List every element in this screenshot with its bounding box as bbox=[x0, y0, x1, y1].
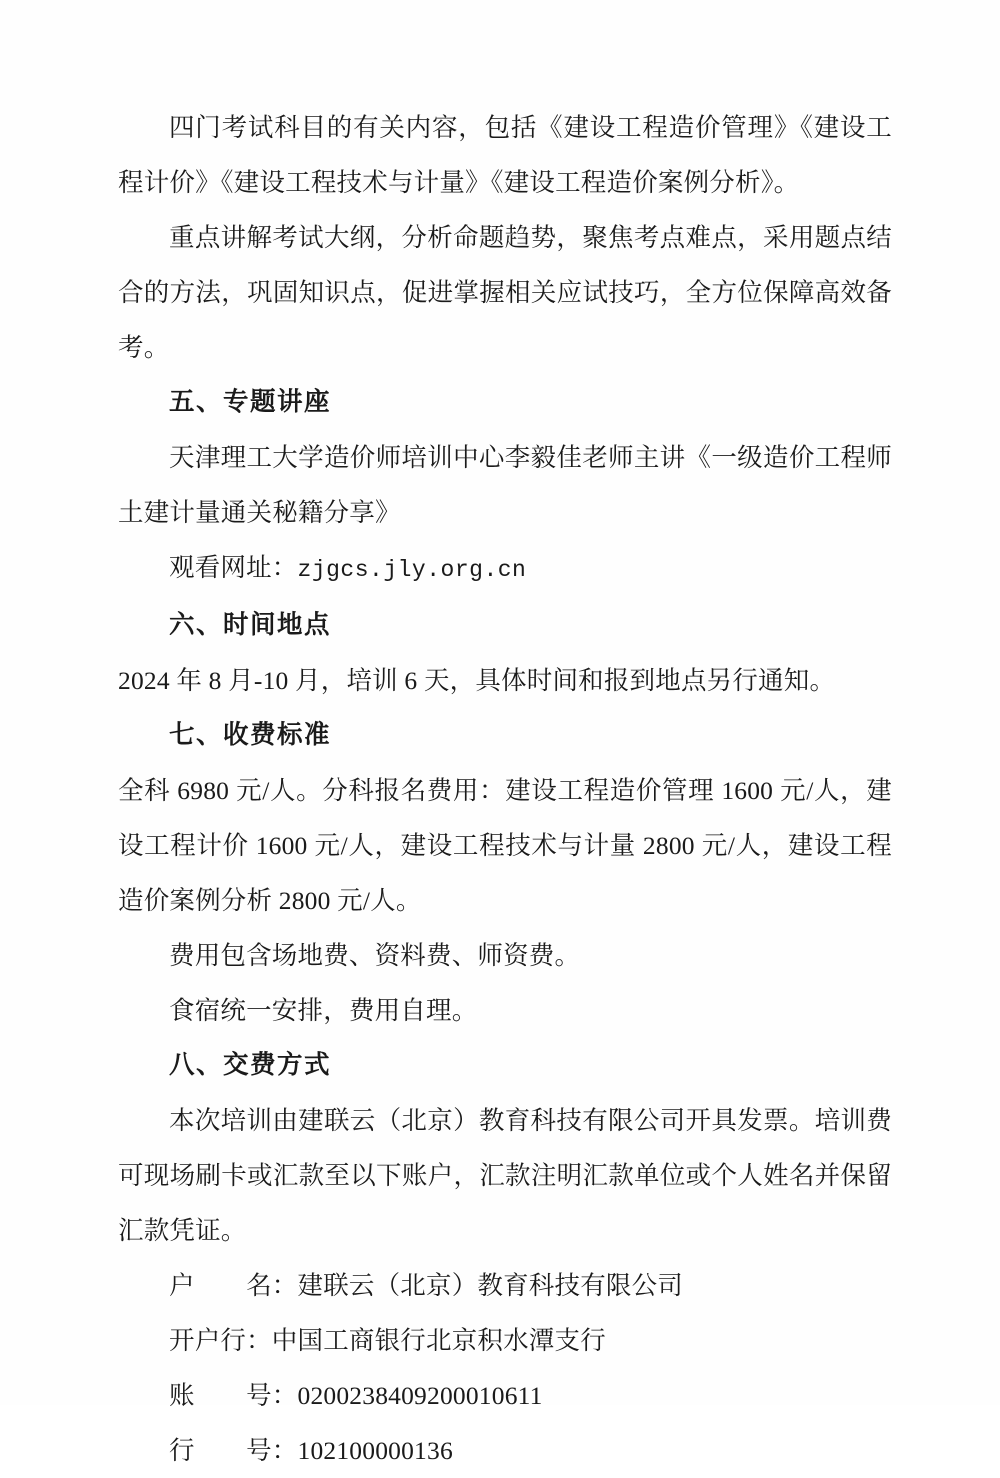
watch-url-value[interactable]: zjgcs.jly.org.cn bbox=[297, 557, 527, 583]
paragraph-exam-subjects: 四门考试科目的有关内容，包括《建设工程造价管理》《建设工程计价》《建设工程技术与计量》《建设工程造价案例分析》。 bbox=[118, 113, 892, 197]
paragraph-lodging-note: 食宿统一安排，费用自理。 bbox=[169, 996, 478, 1025]
bank-branch-line: 开户行：中国工商银行北京积水潭支行 bbox=[169, 1326, 606, 1355]
document-body bbox=[118, 100, 892, 1478]
section-heading-special-lecture: 五、专题讲座 bbox=[169, 388, 332, 416]
paragraph-fee-inclusions: 费用包含场地费、资料费、师资费。 bbox=[169, 941, 581, 970]
bank-code-line: 行 号：102100000136 bbox=[169, 1436, 453, 1465]
paragraph-teaching-focus: 重点讲解考试大纲，分析命题趋势，聚焦考点难点，采用题点结合的方法，巩固知识点，促进掌握相关应试技巧，全方位保障高效备考。 bbox=[118, 223, 892, 362]
section-heading-time-place: 六、时间地点 bbox=[169, 611, 332, 639]
watch-url-line bbox=[118, 540, 892, 598]
watch-url-label: 观看网址： bbox=[169, 553, 298, 582]
section-heading-payment-method: 八、交费方式 bbox=[169, 1051, 332, 1079]
bank-account-name-line: 户 名：建联云（北京）教育科技有限公司 bbox=[169, 1271, 684, 1300]
bank-account-number-line: 账 号：0200238409200010611 bbox=[169, 1381, 543, 1410]
paragraph-fee-breakdown: 全科 6980 元/人。分科报名费用：建设工程造价管理 1600 元/人，建设工程计价 1600 元/人，建设工程技术与计量 2800 元/人，建设工程造价案例分析 2800 元/人。 bbox=[118, 776, 892, 915]
section-heading-fee-standard: 七、收费标准 bbox=[169, 721, 332, 749]
paragraph-payment-instructions: 本次培训由建联云（北京）教育科技有限公司开具发票。培训费可现场刷卡或汇款至以下账户，汇款注明汇款单位或个人姓名并保留汇款凭证。 bbox=[118, 1106, 892, 1245]
paragraph-lecture-details: 天津理工大学造价师培训中心李毅佳老师主讲《一级造价工程师土建计量通关秘籍分享》 bbox=[118, 443, 892, 527]
paragraph-time-place-detail: 2024 年 8 月-10 月，培训 6 天，具体时间和报到地点另行通知。 bbox=[118, 666, 836, 695]
